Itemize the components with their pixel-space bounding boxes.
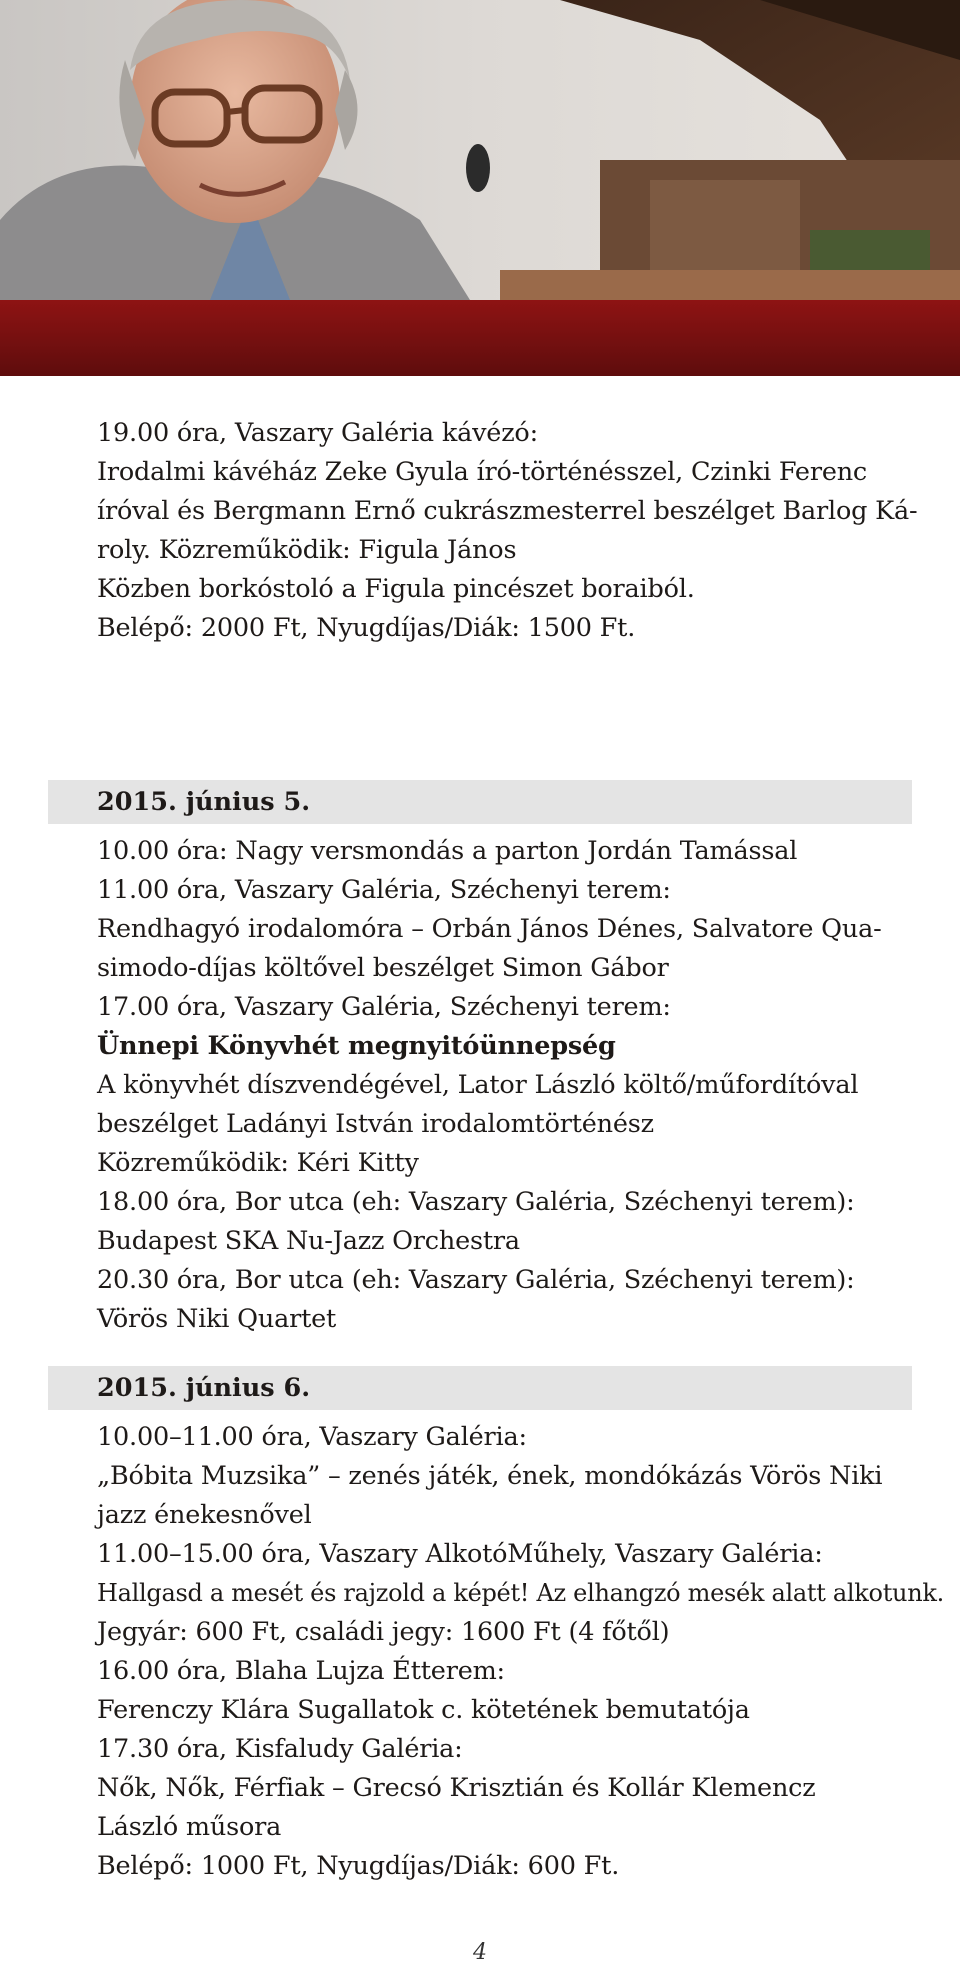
- program-line: 17.30 óra, Kisfaludy Galéria:: [97, 1734, 463, 1764]
- program-line: beszélget Ladányi István irodalomtörténész: [97, 1109, 654, 1139]
- intro-line: Belépő: 2000 Ft, Nyugdíjas/Diák: 1500 Ft.: [97, 613, 636, 643]
- page-number: 4: [473, 1940, 487, 1965]
- program-line: Rendhagyó irodalomóra – Orbán János Dénes, Salvatore Qua-: [97, 914, 882, 944]
- red-banner: [0, 300, 960, 376]
- header-photo: [0, 0, 960, 376]
- program-line: Belépő: 1000 Ft, Nyugdíjas/Diák: 600 Ft.: [97, 1851, 620, 1881]
- program-line: Hallgasd a mesét és rajzold a képét! Az elhangzó mesék alatt alkotunk.: [97, 1579, 944, 1607]
- intro-line: 19.00 óra, Vaszary Galéria kávézó:: [97, 418, 538, 448]
- program-line: jazz énekesnővel: [97, 1500, 312, 1530]
- program-line: 11.00 óra, Vaszary Galéria, Széchenyi terem:: [97, 875, 671, 905]
- program-line: 20.30 óra, Bor utca (eh: Vaszary Galéria, Széchenyi terem):: [97, 1265, 855, 1295]
- intro-line: roly. Közreműködik: Figula János: [97, 535, 517, 565]
- intro-line: Irodalmi kávéház Zeke Gyula író-történésszel, Czinki Ferenc: [97, 457, 868, 487]
- program-line: simodo-díjas költővel beszélget Simon Gábor: [97, 953, 669, 983]
- program-line: Vörös Niki Quartet: [97, 1304, 337, 1334]
- program-line: „Bóbita Muzsika” – zenés játék, ének, mondókázás Vörös Niki: [97, 1461, 883, 1491]
- program-line: 16.00 óra, Blaha Lujza Étterem:: [97, 1656, 505, 1686]
- program-line: 17.00 óra, Vaszary Galéria, Széchenyi terem:: [97, 992, 671, 1022]
- program-line: 11.00–15.00 óra, Vaszary AlkotóMűhely, Vaszary Galéria:: [97, 1539, 823, 1569]
- program-line: Nők, Nők, Férfiak – Grecsó Krisztián és Kollár Klemencz: [97, 1773, 816, 1803]
- program-line: 10.00 óra: Nagy versmondás a parton Jordán Tamással: [97, 836, 798, 866]
- date-heading-day2: 2015. június 6.: [97, 1373, 311, 1403]
- date-heading-day1: 2015. június 5.: [97, 787, 311, 817]
- program-line: A könyvhét díszvendégével, Lator László költő/műfordítóval: [97, 1070, 859, 1100]
- program-line: Budapest SKA Nu-Jazz Orchestra: [97, 1226, 520, 1256]
- program-line: 18.00 óra, Bor utca (eh: Vaszary Galéria, Széchenyi terem):: [97, 1187, 855, 1217]
- portrait-photo: [0, 0, 960, 300]
- intro-line: Közben borkóstoló a Figula pincészet boraiból.: [97, 574, 695, 604]
- program-highlight: Ünnepi Könyvhét megnyitóünnepség: [97, 1031, 616, 1061]
- program-line: Jegyár: 600 Ft, családi jegy: 1600 Ft (4 főtől): [97, 1617, 670, 1647]
- program-line: 10.00–11.00 óra, Vaszary Galéria:: [97, 1422, 527, 1452]
- program-line: Közreműködik: Kéri Kitty: [97, 1148, 419, 1178]
- intro-line: íróval és Bergmann Ernő cukrászmesterrel beszélget Barlog Ká-: [97, 496, 918, 526]
- program-line: Ferenczy Klára Sugallatok c. kötetének bemutatója: [97, 1695, 750, 1725]
- program-line: László műsora: [97, 1812, 282, 1842]
